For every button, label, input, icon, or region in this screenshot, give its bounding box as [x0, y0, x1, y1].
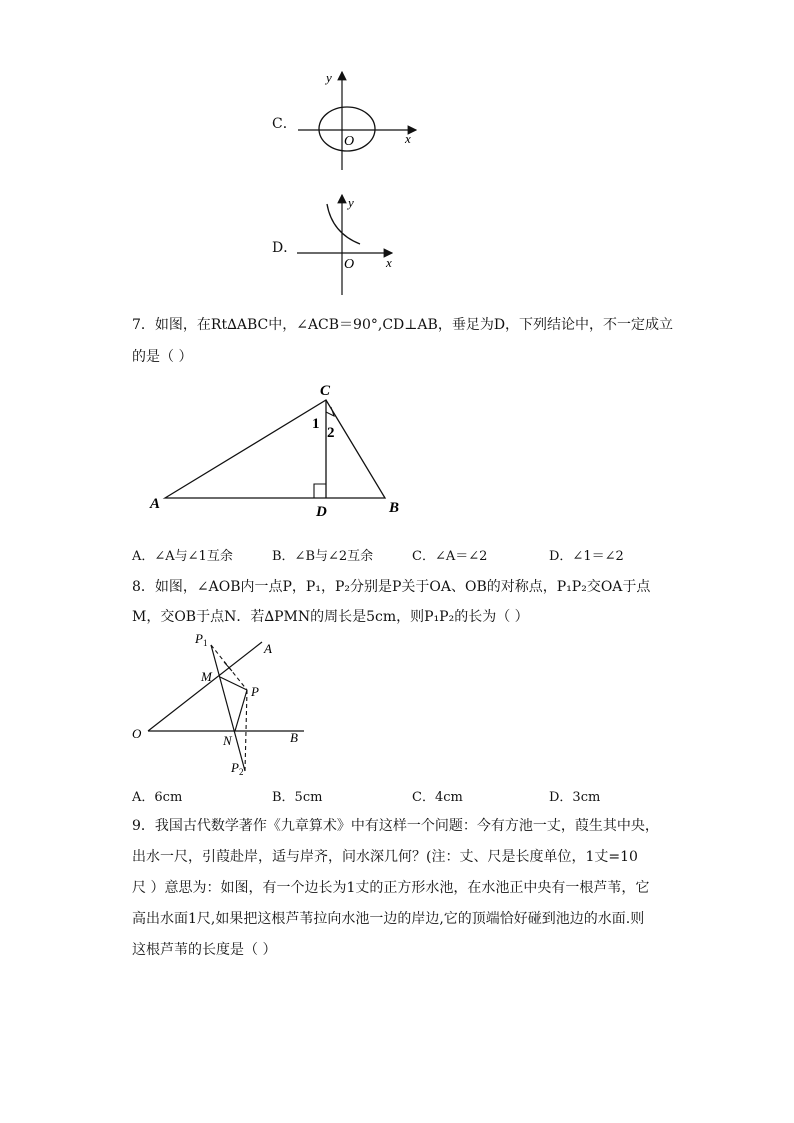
q8-label-m: M — [201, 669, 212, 684]
q8-label-o: O — [132, 726, 142, 741]
q6d-x-label: x — [386, 255, 392, 270]
q7-label-c: C — [320, 383, 331, 399]
q6d-origin-label: O — [344, 257, 355, 272]
q9-stem-line2: 出水一尺，引葭赴岸，适与岸齐，问水深几何？(注：丈、尺是长度单位，1丈=10 — [132, 849, 638, 865]
q6-option-c-label[interactable]: C． — [272, 116, 297, 132]
q8-option-d[interactable]: D．3cm — [549, 790, 601, 805]
q7-label-a: A — [150, 496, 161, 512]
q8-ray-oa — [148, 642, 262, 731]
q8-label-n: N — [223, 733, 232, 748]
q7-triangle — [165, 400, 385, 498]
q7-label-d: D — [316, 504, 327, 520]
q8-segment-mp — [220, 677, 247, 690]
q8-label-p2: $P_2$ — [231, 760, 244, 777]
q8-option-c[interactable]: C．4cm — [412, 790, 463, 805]
q9-stem-line3: 尺 ）意思为：如图，有一个边长为1丈的正方形水池，在水池正中央有一根芦苇，它 — [132, 880, 650, 896]
q7-angle-1: 1 — [312, 416, 320, 432]
q6c-x-label: x — [405, 131, 411, 146]
q7-option-c[interactable]: C．∠A＝∠2 — [412, 549, 488, 564]
q7-stem-line2: 的是（ ） — [132, 349, 193, 365]
q8-stem-line1: 8．如图，∠AOB内一点P，P₁，P₂分别是P关于OA、OB的对称点，P₁P₂交OA于点 — [132, 579, 651, 595]
q8-option-b[interactable]: B．5cm — [272, 790, 323, 805]
q7-stem-line1: 7．如图，在Rt∆ABC中，∠ACB＝90°,CD⊥AB，垂足为D，下列结论中，不一定成立 — [132, 317, 674, 333]
q7-right-angle-d — [314, 484, 326, 498]
q8-stem-line2: M，交OB于点N．若∆PMN的周长是5cm，则P₁P₂的长为（ ） — [132, 609, 529, 625]
q6d-y-label: y — [348, 195, 354, 210]
q8-label-a: A — [264, 641, 272, 656]
q6d-curve — [327, 204, 360, 244]
q6c-origin-label: O — [344, 134, 355, 149]
q9-stem-line5: 这根芦苇的长度是（ ） — [132, 942, 277, 958]
q8-line-p1p2 — [211, 645, 245, 771]
q7-angle-2: 2 — [327, 425, 335, 441]
q8-option-a[interactable]: A．6cm — [132, 790, 183, 805]
q9-stem-line1: 9．我国古代数学著作《九章算术》中有这样一个问题：今有方池一丈，葭生其中央， — [132, 818, 659, 834]
q6c-y-label: y — [326, 70, 332, 85]
q7-option-a[interactable]: A．∠A与∠1互余 — [132, 549, 233, 564]
q8-segment-np — [235, 690, 247, 731]
q7-option-d[interactable]: D．∠1＝∠2 — [549, 549, 624, 564]
q9-stem-line4: 高出水面1尺,如果把这根芦苇拉向水池一边的岸边,它的顶端恰好碰到池边的水面.则 — [132, 911, 645, 927]
q7-label-b: B — [389, 500, 400, 516]
q6-option-d-label[interactable]: D． — [272, 240, 298, 256]
q8-label-p1: $P_1$ — [195, 631, 208, 648]
q7-option-b[interactable]: B．∠B与∠2互余 — [272, 549, 374, 564]
q7-right-angle-c — [326, 407, 334, 416]
q8-label-b: B — [290, 730, 298, 745]
q8-label-p: P — [251, 684, 259, 699]
